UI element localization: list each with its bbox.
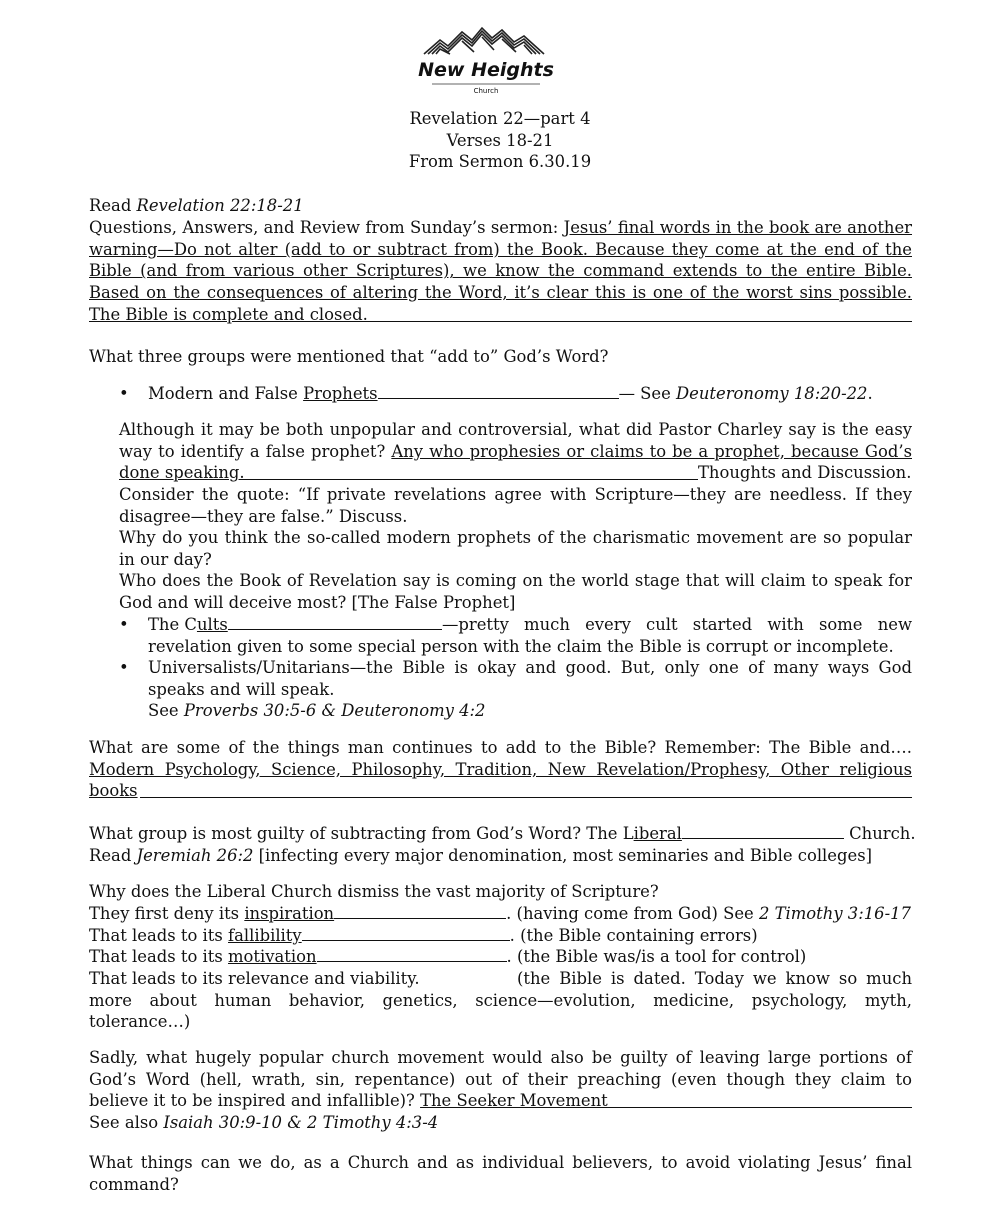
qa-paragraph	[89, 217, 912, 326]
list-item: • Modern and False Prophets — See Deuteronomy 18:20-22.	[119, 384, 873, 403]
answer-liberal: iberal	[633, 824, 682, 843]
mountain-logo-icon	[418, 24, 554, 98]
document-sermon-date: From Sermon 6.30.19	[408, 152, 592, 172]
answer-inspiration: inspiration	[244, 904, 335, 923]
cults-description: —pretty much every cult started with some new revelation given to some special person with the claim the Bible is corrupt or incomplete.	[148, 615, 912, 656]
scripture-reference: Jeremiah 26:2	[136, 846, 254, 865]
document-title: Revelation 22—part 4	[409, 109, 591, 128]
paragraph-quote: Consider the quote: “If private revelations agree with Scripture—they are needless. If they disagree—they are false.” Discuss.	[119, 485, 912, 526]
answer-things-added: Modern Psychology, Science, Philosophy, Tradition, New Revelation/Prophesy, Other religious books	[89, 759, 912, 801]
document-verses: Verses 18-21	[446, 130, 554, 150]
answer-blank	[334, 903, 506, 919]
bullet-icon: •	[119, 384, 129, 403]
question-final: What things can we do, as a Church and as individual believers, to avoid violating Jesus’ final command?	[89, 1153, 912, 1194]
answer-motivation: motivation	[228, 947, 317, 966]
answer-line	[365, 321, 912, 322]
answer-line	[242, 479, 698, 480]
paragraph-false-prophet: Although it may be both unpopular and controversial, what did Pastor Charley say is the easy way to identify a false prophet? Any who prophesies or claims to be a prophet, because God’s done speaking.	[119, 420, 912, 483]
list-item: • Universalists/Unitarians—the Bible is okay and good. But, only one of many ways God speaks and will speak. See Proverbs 30:5-6 & Deuteronomy 4:2	[119, 658, 912, 721]
answer-fallibility: fallibility	[228, 926, 302, 945]
answer-blank	[317, 946, 507, 962]
read-line: Read Revelation 22:18-21	[89, 196, 304, 215]
answer-blank	[682, 823, 844, 839]
paragraph-seeker: Sadly, what hugely popular church movement would also be guilty of leaving large portions of God’s Word (hell, wrath, sin, repentance) out of their preaching (even though they claim to believe it to be inspired and infallible)? The Seeker Movement	[89, 1048, 912, 1111]
logo-subtext: Church	[473, 87, 499, 95]
scripture-reference: Proverbs 30:5-6 & Deuteronomy 4:2	[183, 701, 486, 721]
answer-blank	[302, 925, 510, 941]
paragraph-jeremiah: Read Jeremiah 26:2 [infecting every major denomination, most seminaries and Bible colleges]	[89, 846, 872, 865]
scripture-reference: Deuteronomy 18:20-22	[676, 384, 868, 403]
answer-cults: ults	[196, 615, 228, 634]
bullet-icon: •	[119, 615, 129, 634]
step-motivation: That leads to its motivation . (the Bible was/is a tool for control)	[89, 947, 807, 966]
answer-false-prophet: Any who prophesies or claims to be a prophet, because God’s done speaking.	[119, 441, 912, 483]
question-add-groups: What three groups were mentioned that “add to” God’s Word?	[89, 347, 609, 366]
thoughts-discussion: Thoughts and Discussion.	[698, 463, 912, 482]
step-fallibility: That leads to its fallibility . (the Bible containing errors)	[89, 926, 758, 945]
paragraph-why-popular: Why do you think the so-called modern prophets of the charismatic movement are so popular in our day?	[119, 528, 912, 569]
scripture-reference: Revelation 22:18-21	[136, 196, 304, 215]
answer-line	[541, 1107, 912, 1108]
qa-answer: Jesus’ final words in the book are another warning—Do not alter (add to or subtract from) the Book. Because they come at the end of the Bible (and from various other Scriptures), we know the command extends to the entire Bible. Based on the consequences of altering the Word, it’s clear this is one of the worst sins possible. The Bible is complete and closed.	[89, 218, 912, 324]
paragraph-who-revelation: Who does the Book of Revelation say is coming on the world stage that will claim to speak for God and will deceive most? [The False Prophet]	[119, 571, 912, 612]
document-header	[0, 108, 1000, 173]
church-logo	[418, 24, 554, 98]
question-dismiss: Why does the Liberal Church dismiss the vast majority of Scripture?	[89, 882, 659, 901]
bullet-icon: •	[119, 658, 129, 677]
answer-blank	[378, 383, 619, 399]
answer-seeker: The Seeker Movement	[420, 1091, 608, 1111]
scripture-reference: 2 Timothy 3:16-17	[758, 904, 911, 923]
answer-line	[140, 797, 912, 798]
list-item: • The Cults —pretty much every cult started with some new revelation given to some special person with the claim the Bible is corrupt or incomplete.	[119, 615, 912, 656]
step-relevance: That leads to its relevance and viability. (the Bible is dated. Today we know so much more about human behavior, genetics, science—evolution, medicine, psychology, myth, tolerance…)	[89, 969, 912, 1032]
universalists-text: Universalists/Unitarians—the Bible is okay and good. But, only one of many ways God speaks and will speak.	[148, 658, 912, 699]
scripture-reference: Isaiah 30:9-10 & 2 Timothy 4:3-4	[163, 1113, 439, 1132]
paragraph-things-added: What are some of the things man continues to add to the Bible? Remember: The Bible and…. Modern Psychology, Science, Philosophy, Tradition, New Revelation/Prophesy, Other religious books	[89, 738, 912, 801]
logo-text: New Heights	[418, 59, 554, 81]
qa-lead: Questions, Answers, and Review from Sunday’s sermon:	[89, 218, 564, 237]
paragraph-group-subtracting: What group is most guilty of subtracting from God’s Word? The Liberal Church.	[89, 824, 916, 843]
relevance-explanation: (the Bible is dated. Today we know so much more about human behavior, genetics, science—evolution, medicine, psychology, myth, tolerance…)	[89, 969, 912, 1032]
step-inspiration: They first deny its inspiration . (having come from God) See 2 Timothy 3:16-17	[89, 904, 911, 923]
paragraph-see-also: See also Isaiah 30:9-10 & 2 Timothy 4:3-4	[89, 1113, 439, 1132]
answer-prophets: Prophets	[303, 384, 378, 403]
